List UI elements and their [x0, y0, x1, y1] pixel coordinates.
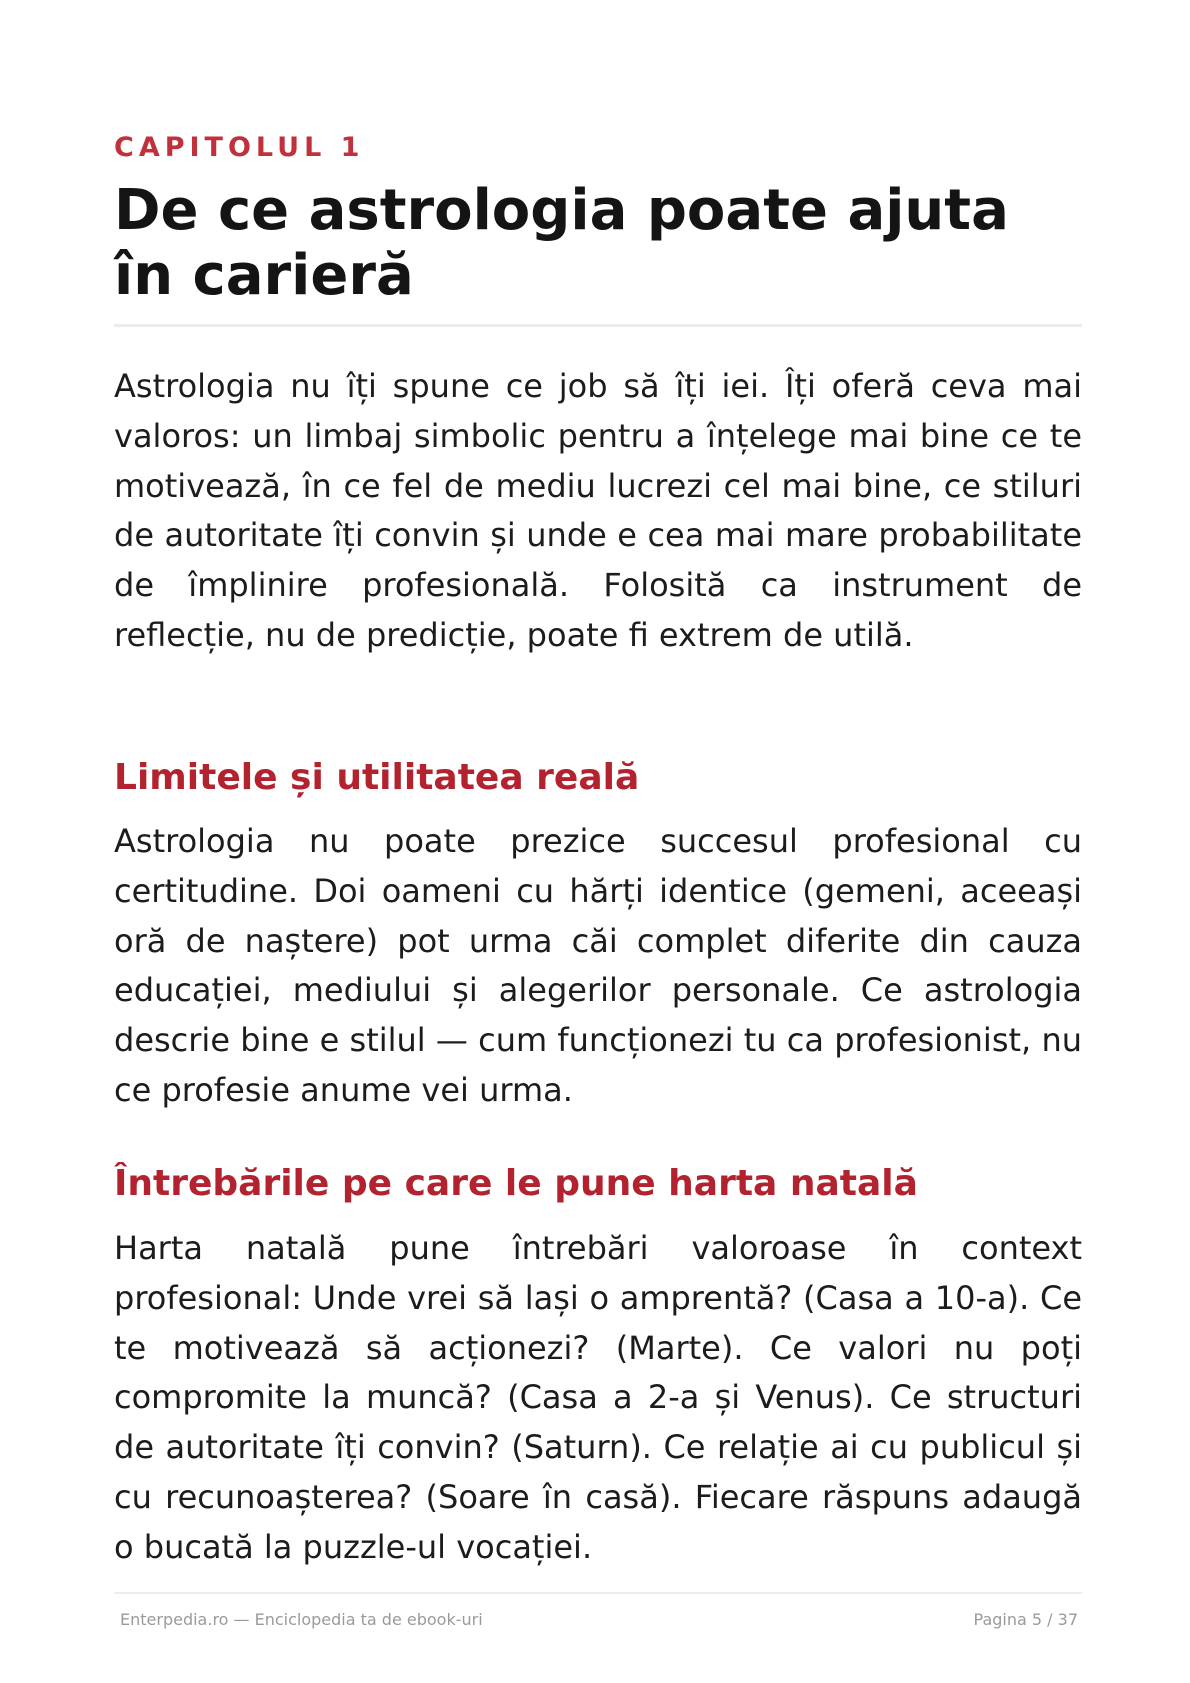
chapter-title: De ce astrologia poate ajuta în carieră	[114, 178, 1009, 308]
section-heading-questions: Întrebările pe care le pune harta natală	[114, 1163, 918, 1204]
footer-page-number: Pagina 5 / 37	[973, 1610, 1078, 1629]
footer-divider	[114, 1592, 1082, 1594]
chapter-label: CAPITOLUL 1	[114, 132, 365, 163]
intro-paragraph: Astrologia nu îți spune ce job să îți iei. Îți oferă ceva mai valoros: un limbaj simbolic pentru a înțelege mai bine ce te motivează, în ce fel de mediu lucrezi cel mai bine, ce stiluri de autoritate îți convin și unde e cea mai mare probabilitate de împlinire profesională. Folosită ca instrument de reflecție, nu de predicție, poate fi extrem de utilă.	[114, 367, 1082, 654]
footer-site-name: Enterpedia.ro — Enciclopedia ta de ebook-uri	[120, 1610, 483, 1629]
section-heading-limits: Limitele și utilitatea reală	[114, 757, 640, 798]
title-divider	[114, 324, 1082, 327]
section-paragraph-questions: Harta natală pune întrebări valoroase în context profesional: Unde vrei să lași o amprentă? (Casa a 10-a). Ce te motivează să acționezi? (Marte). Ce valori nu poți compromite la muncă? (Casa a 2-a și Venus). Ce structuri de autoritate îți convin? (Saturn). Ce relație ai cu publicul și cu recunoașterea? (Soare în casă). Fiecare răspuns adaugă o bucată la puzzle-ul vocației.	[114, 1229, 1082, 1566]
section-paragraph-limits: Astrologia nu poate prezice succesul profesional cu certitudine. Doi oameni cu hărți identice (gemeni, aceeași oră de naștere) pot urma căi complet diferite din cauza educației, mediului și alegerilor personale. Ce astrologia descrie bine e stilul — cum funcționezi tu ca profesionist, nu ce profesie anume vei urma.	[114, 822, 1082, 1109]
